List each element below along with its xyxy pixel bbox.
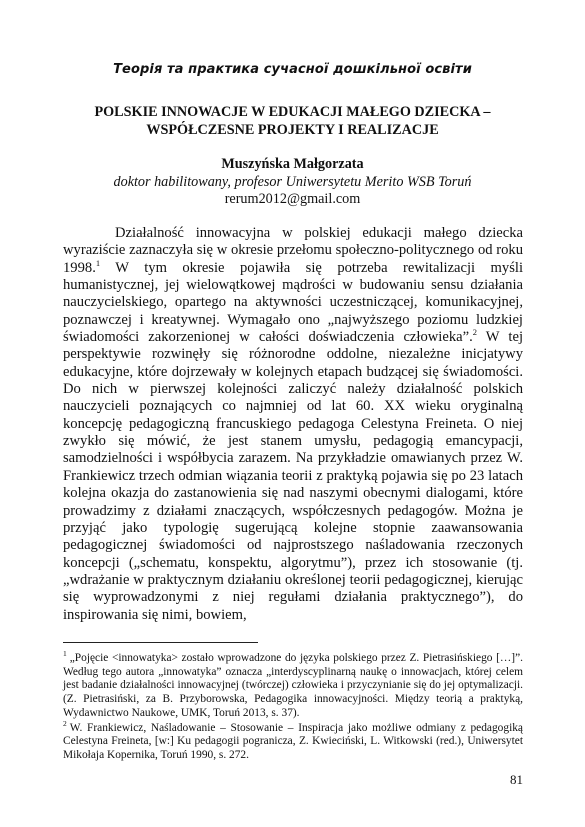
footnote-ref-1[interactable]: 1	[95, 257, 101, 268]
footnote-2	[63, 718, 523, 763]
author-name: Muszyńska Małgorzata	[221, 156, 364, 172]
author-email: rerum2012@gmail.com	[224, 191, 361, 207]
footnotes	[63, 649, 523, 764]
paper-title	[40, 103, 545, 139]
author-affiliation: doktor habilitowany, profesor Uniwersytetu Merito WSB Toruń	[113, 173, 472, 190]
footnote-separator	[63, 642, 258, 643]
footnote-1-mark: 1	[63, 649, 67, 659]
body-text-part-3: W tej perspektywie rozwinęły się różnorodne oddolne, niezależne inicjatywy edukacyjne, które dojrzewały w kolejnych etapach budzącej się świadomości. Do nich w pierwszej kolejności zaliczyć należy działalność polskich nauczycieli poznających co najmniej od lat 60. XX wieku oryginalną koncepcję pedagogiczną francuskiego pedagoga Celestyna Freineta. O niej zwykło się mówić, że jest stanem umysłu, pedagogią emancypacji, samodzielności i współbycia zarazem. Na przykładzie omawianych przez W. Frankiewicz trzech odmian wiązania teorii z praktyką pojawia się po 23 latach kolejna okazja do zastanowienia się nad naszymi obecnymi dialogami, które prowadzimy z działami znaczących, współczesnych pedagogów. Można je przyjąć jako typologię sugerującą kolejne stopnie zaawansowania pedagogicznej świadomości od najprostszego naśladowania rzeczonych koncepcji („schematu, konspektu, algorytmu”), przez ich stosowanie (tj. „wdrażanie w praktycznym działaniu określonej teorii pedagogicznej, kierując się wyprowadzonymi z niej regułami działania praktycznego”), do inspirowania się nimi, bowiem,	[63, 329, 523, 623]
running-head: Теорія та практика сучасної дошкільної освіти	[113, 62, 472, 77]
page-number: 81	[510, 772, 523, 787]
footnote-ref-2[interactable]: 2	[472, 327, 477, 338]
body-text-part-2: W tym okresie pojawiła się potrzeba rewitalizacji myśli humanistycznej, jej wielowątkowej mądrości w budowaniu sensu działania nauczycielskiego, opartego na aktywności uczestniczącej, komunikacyjnej, poznawczej i kreatywnej. Wymagało ono „najwyższego poziomu ludzkiej świadomości zakorzenionej w całości doświadczenia człowieka”.	[63, 259, 523, 346]
author-block	[40, 156, 545, 209]
body-paragraph	[63, 225, 523, 624]
footnote-2-mark: 2	[63, 718, 67, 728]
footnote-2-text: W. Frankiewicz, Naśladowanie – Stosowanie – Inspiracja jako możliwe odmiany z pedagogiką Celestyna Freineta, [w:] Ku pedagogii pogranicza, Z. Kwieciński, L. Witkowski (red.), Uniwersytet Mikołaja Kopernika, Toruń 1990, s. 272.	[63, 721, 523, 761]
title-line-2: WSPÓŁCZESNE PROJEKTY I REALIZACJE	[146, 122, 439, 138]
footnote-1-text: „Pojęcie <innowatyka> zostało wprowadzone do języka polskiego przez Z. Pietrasińskiego […]”. Według tego autora „innowatyka” oznacza „interdyscyplinarną naukę o innowacjach, której celem jest badanie działalności innowacyjnej (twórczej) człowieka i przyczynianie się do jej optymalizacji. (Z. Pietrasiński, za B. Przyborowska, Pedagogika innowacyjności. Między teorią a praktyką, Wydawnictwo Naukowe, UMK, Toruń 2013, s. 37).	[63, 652, 523, 719]
footnote-1	[63, 649, 523, 721]
body-text-part-1: Działalność innowacyjna w polskiej edukacji małego dziecka wyraziście zaznaczyła się w okresie przełomu społeczno-politycznego od roku 1998.	[63, 225, 523, 276]
title-line-1: POLSKIE INNOWACJE W EDUKACJI MAŁEGO DZIECKA –	[94, 104, 491, 120]
